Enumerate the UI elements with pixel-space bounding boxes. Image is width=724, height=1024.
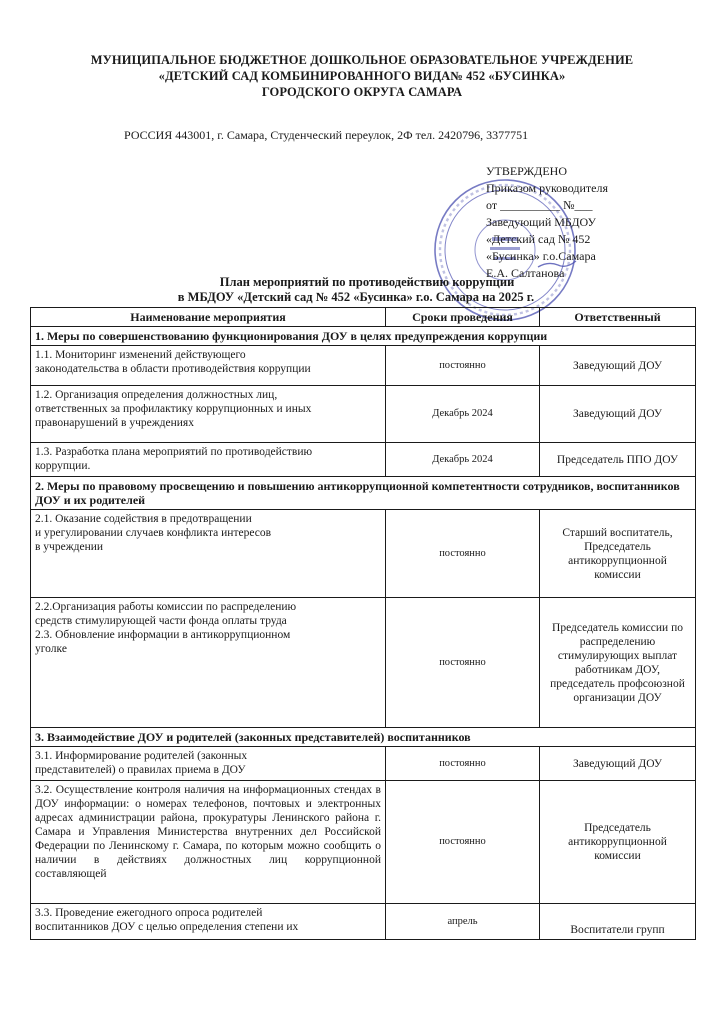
table-row (31, 443, 696, 477)
approval-approved: УТВЕРЖДЕНО (486, 164, 568, 178)
row-1-1-term: постоянно (386, 346, 540, 386)
row-3-1-term: постоянно (386, 747, 540, 781)
row-1-1-responsible: Заведующий ДОУ (540, 346, 696, 386)
table-row (31, 346, 696, 386)
table-row (31, 747, 696, 781)
row-1-1-name: 1.1. Мониторинг изменений действующего законодательства в области противодействия коррупции (31, 346, 386, 386)
plan-title-line-2: в МБДОУ «Детский сад № 452 «Бусинка» г.о. Самара на 2025 г. (177, 290, 535, 304)
row-1-3-name: 1.3. Разработка плана мероприятий по противодействию коррупции. (31, 443, 386, 477)
document-header (0, 52, 724, 100)
row-1-2-name: 1.2. Организация определения должностных лиц, ответственных за профилактику коррупционных и иных правонарушений в учреждениях (31, 386, 386, 443)
row-1-3-term: Декабрь 2024 (386, 443, 540, 477)
section-row-3 (31, 728, 696, 747)
row-3-3-name: 3.3. Проведение ежегодного опроса родителей воспитанников ДОУ с целью определения степени их (31, 904, 386, 940)
row-1-2-term: Декабрь 2024 (386, 386, 540, 443)
header-line-3: ГОРОДСКОГО ОКРУГА САМАРА (261, 85, 463, 99)
approval-date: от __________ №___ (486, 198, 593, 212)
table-row (31, 904, 696, 940)
plan-title-line-1: План мероприятий по противодействию коррупции (219, 275, 515, 289)
approval-position: Заведующий МБДОУ (486, 215, 597, 229)
row-2-2-name: 2.2.Организация работы комиссии по распределению средств стимулирующей части фонда оплаты труда 2.3. Обновление информации в антикоррупционном уголке (31, 598, 386, 728)
row-3-1-responsible: Заведующий ДОУ (540, 747, 696, 781)
row-3-3-responsible: Воспитатели групп (540, 904, 696, 940)
row-3-2-term: постоянно (386, 781, 540, 904)
plan-table (30, 307, 696, 940)
section-row-2 (31, 477, 696, 510)
row-3-1-name: 3.1. Информирование родителей (законных представителей) о правилах приема в ДОУ (31, 747, 386, 781)
table-row (31, 386, 696, 443)
table-row (31, 510, 696, 598)
plan-title (0, 275, 724, 305)
header-line-2: «ДЕТСКИЙ САД КОМБИНИРОВАННОГО ВИДА№ 452 «БУСИНКА» (158, 69, 566, 83)
table-row (31, 781, 696, 904)
section-title-2: 2. Меры по правовому просвещению и повышению антикоррупционной компетентности сотрудников, воспитанников ДОУ и их родителей (31, 477, 696, 510)
section-row-1 (31, 327, 696, 346)
table-row (31, 598, 696, 728)
header-responsible: Ответственный (540, 308, 696, 327)
address-line: РОССИЯ 443001, г. Самара, Студенческий переулок, 2Ф тел. 2420796, 3377751 (124, 128, 529, 142)
section-title-1: 1. Меры по совершенствованию функционирования ДОУ в целях предупреждения коррупции (31, 327, 696, 346)
row-3-2-responsible: Председатель антикоррупционной комиссии (540, 781, 696, 904)
row-1-2-responsible: Заведующий ДОУ (540, 386, 696, 443)
approval-block (486, 163, 608, 282)
row-3-2-name: 3.2. Осуществление контроля наличия на информационных стендах в ДОУ информации: о номерах телефонов, почтовых и электронных адресах администрации района, прокуратуры Ленинского района г. Самара и Управления Министерства внутренних дел Российской Федерации по Ленинскому г. Самара, по которым можно сообщить о наличии в действиях должностных лиц коррупционной составляющей (31, 781, 386, 904)
approval-org-2: «Бусинка» г.о.Самара (486, 249, 596, 263)
approval-order: Приказом руководителя (486, 181, 609, 195)
header-term: Сроки проведения (386, 308, 540, 327)
row-2-2-term: постоянно (386, 598, 540, 728)
row-2-1-name: 2.1. Оказание содействия в предотвращении и урегулировании случаев конфликта интересов в учреждении (31, 510, 386, 598)
approval-org-1: «Детский сад № 452 (486, 232, 591, 246)
header-line-1: МУНИЦИПАЛЬНОЕ БЮДЖЕТНОЕ ДОШКОЛЬНОЕ ОБРАЗОВАТЕЛЬНОЕ УЧРЕЖДЕНИЕ (90, 53, 634, 67)
approval-signer: Е.А. Салтанова (486, 266, 565, 280)
header-name: Наименование мероприятия (31, 308, 386, 327)
row-2-2-responsible: Председатель комиссии по распределению стимулирующих выплат работникам ДОУ, председатель профсоюзной организации ДОУ (540, 598, 696, 728)
row-2-1-term: постоянно (386, 510, 540, 598)
table-header-row (31, 308, 696, 327)
row-3-3-term: апрель (386, 904, 540, 940)
row-2-1-responsible: Старший воспитатель, Председатель антикоррупционной комиссии (540, 510, 696, 598)
row-1-3-responsible: Председатель ППО ДОУ (540, 443, 696, 477)
section-title-3: 3. Взаимодействие ДОУ и родителей (законных представителей) воспитанников (31, 728, 696, 747)
